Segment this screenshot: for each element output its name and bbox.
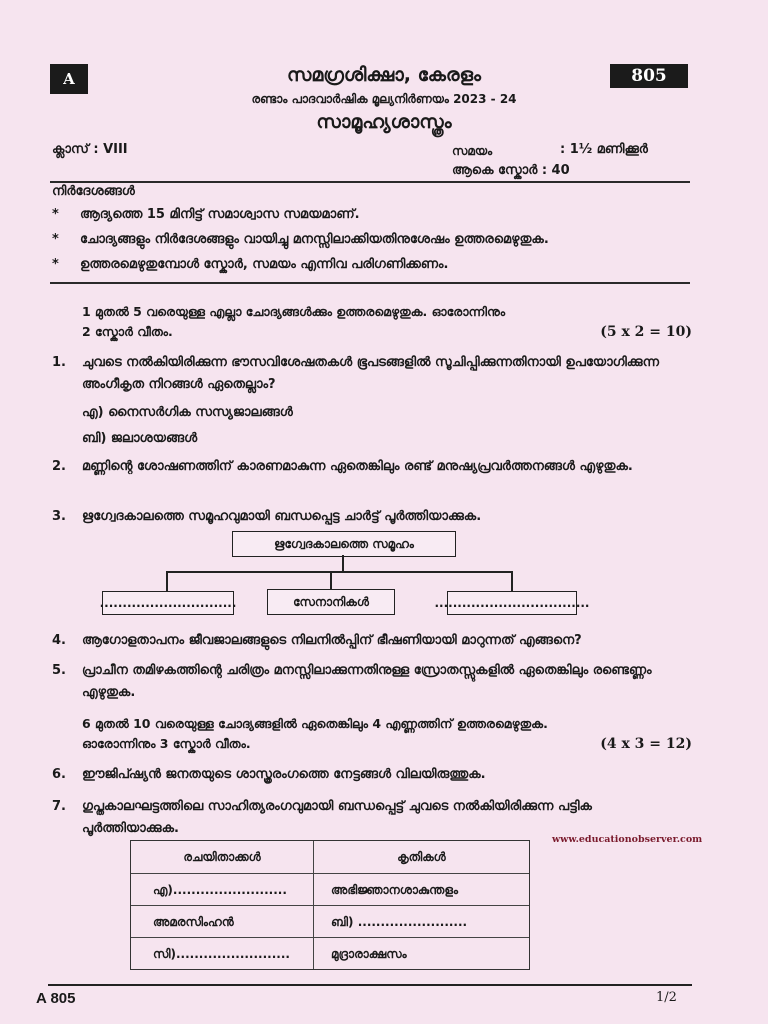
time-value: : 1½ മണിക്കൂർ — [560, 142, 648, 157]
question-number: 2. — [52, 459, 66, 474]
class-label: ക്ലാസ് : VIII — [52, 142, 128, 157]
subject-title: സാമൂഹ്യശാസ്ത്രം — [316, 111, 452, 133]
section1-instruction: 1 മുതൽ 5 വരെയുള്ള എല്ലാ ചോദ്യങ്ങൾക്കും ഉത്തരമെഴുതുക. ഓരോന്നിനും 2 സ്കോർ വീതം. (5 x 2 = 10) — [82, 304, 692, 340]
bullet: * — [52, 207, 59, 222]
footer-paper-code: A 805 — [36, 990, 76, 1007]
table-row: എ)......................... അഭിജ്ഞാനശാകുന്തളം — [131, 873, 529, 906]
question-number: 4. — [52, 633, 66, 648]
question-text: ചുവടെ നൽകിയിരിക്കുന്ന ഭൗസവിശേഷതകൾ ഭൂപടങ്ങളിൽ സൂചിപ്പിക്കുന്നതിനായി ഉപയോഗിക്കുന്ന അംഗീകൃത നിറങ്ങൾ ഏതെല്ലാം? — [82, 355, 660, 392]
question-number: 7. — [52, 799, 66, 814]
table-header-works: കൃതികൾ — [397, 849, 446, 864]
question-text: പ്രാചീന തമിഴകത്തിന്റെ ചരിത്രം മനസ്സിലാക്കുന്നതിനുള്ള സ്രോതസ്സുകളിൽ ഏതെങ്കിലും രണ്ടെണ്ണം എഴുതുക. — [82, 663, 652, 700]
chart-connector — [511, 571, 513, 591]
question-3 — [52, 506, 692, 528]
instruction-item: * ചോദ്യങ്ങളും നിർദേശങ്ങളും വായിച്ചു മനസ്സിലാക്കിയതിനുശേഷം ഉത്തരമെഴുതുക. — [52, 232, 549, 247]
question-text: ആഗോളതാപനം ജീവജാലങ്ങളുടെ നിലനിൽപ്പിന് ഭീഷണിയായി മാറുന്നത് എങ്ങനെ? — [82, 633, 582, 648]
instructions-rule — [50, 282, 690, 284]
bullet: * — [52, 232, 59, 247]
chart-box-right: .................................. — [447, 591, 577, 615]
exam-title: സമഗ്രശിക്ഷാ, കേരളം — [286, 64, 482, 86]
bullet: * — [52, 257, 59, 272]
website-watermark: www.educationobserver.com — [552, 834, 703, 845]
table-row: അമരസിംഹൻ ബി) ........................ — [131, 905, 529, 938]
section1-marks: (5 x 2 = 10) — [600, 324, 692, 340]
question-number: 3. — [52, 509, 66, 524]
question-number: 6. — [52, 767, 66, 782]
time-label: സമയം — [452, 144, 493, 158]
chart-connector — [166, 571, 512, 573]
paper-code-box: 805 — [610, 64, 688, 88]
exam-subtitle: രണ്ടാം പാദവാർഷിക മൂല്യനിർണയം 2023 - 24 — [251, 92, 517, 106]
table-header-authors: രചയിതാക്കൾ — [183, 849, 261, 864]
question-4 — [52, 630, 692, 652]
header-rule — [50, 181, 690, 183]
question-5 — [52, 660, 692, 704]
table-row: സി)......................... മുദ്രാരാക്ഷസം — [131, 937, 529, 970]
q1-option-b: ബി) ജലാശയങ്ങൾ — [82, 431, 198, 446]
section2-marks: (4 x 3 = 12) — [600, 736, 692, 752]
question-1 — [52, 352, 692, 396]
question-text: മണ്ണിന്റെ ശോഷണത്തിന് കാരണമാകുന്ന ഏതെങ്കിലും രണ്ട് മനുഷ്യപ്രവർത്തനങ്ങൾ എഴുതുക. — [82, 459, 633, 474]
chart-connector — [166, 571, 168, 591]
footer-rule — [48, 984, 692, 986]
page-number: 1/2 — [656, 990, 677, 1005]
question-number: 5. — [52, 663, 66, 678]
question-text: ഗുപ്തകാലഘട്ടത്തിലെ സാഹിത്യരംഗവുമായി ബന്ധപ്പെട്ട് ചുവടെ നൽകിയിരിക്കുന്ന പട്ടിക പൂർത്തിയാക്കുക. — [82, 799, 592, 836]
section2-instruction: 6 മുതൽ 10 വരെയുള്ള ചോദ്യങ്ങളിൽ ഏതെങ്കിലും 4 എണ്ണത്തിന് ഉത്തരമെഴുതുക. ഓരോന്നിനും 3 സ്കോർ വീതം. (4 x 3 = 12) — [82, 716, 692, 752]
chart-box-left: .............................. — [102, 591, 234, 615]
total-score: ആകെ സ്കോർ : 40 — [452, 163, 570, 178]
chart-connector — [342, 555, 344, 571]
chart-box-middle: സേനാനികൾ — [267, 589, 395, 615]
question-number: 1. — [52, 355, 66, 370]
set-label-box: A — [50, 64, 88, 94]
chart-root-box: ഋഗ്വേദകാലത്തെ സമൂഹം — [232, 531, 456, 557]
instructions-heading: നിർദേശങ്ങൾ — [52, 184, 135, 199]
authors-works-table — [130, 840, 530, 970]
chart-connector — [330, 571, 332, 589]
q1-option-a: എ) നൈസർഗിക സസ്യജാലങ്ങൾ — [82, 405, 293, 420]
question-6 — [52, 764, 692, 786]
instruction-item: * ആദ്യത്തെ 15 മിനിട്ട് സമാശ്വാസ സമയമാണ്. — [52, 207, 360, 222]
instruction-item: * ഉത്തരമെഴുതുമ്പോൾ സ്കോർ, സമയം എന്നിവ പരിഗണിക്കണം. — [52, 257, 449, 272]
question-text: ഋഗ്വേദകാലത്തെ സമൂഹവുമായി ബന്ധപ്പെട്ട ചാർട്ട് പൂർത്തിയാക്കുക. — [82, 509, 482, 524]
question-text: ഈജിപ്ഷ്യൻ ജനതയുടെ ശാസ്ത്രരംഗത്തെ നേട്ടങ്ങൾ വിലയിരുത്തുക. — [82, 767, 486, 782]
question-2 — [52, 456, 692, 500]
